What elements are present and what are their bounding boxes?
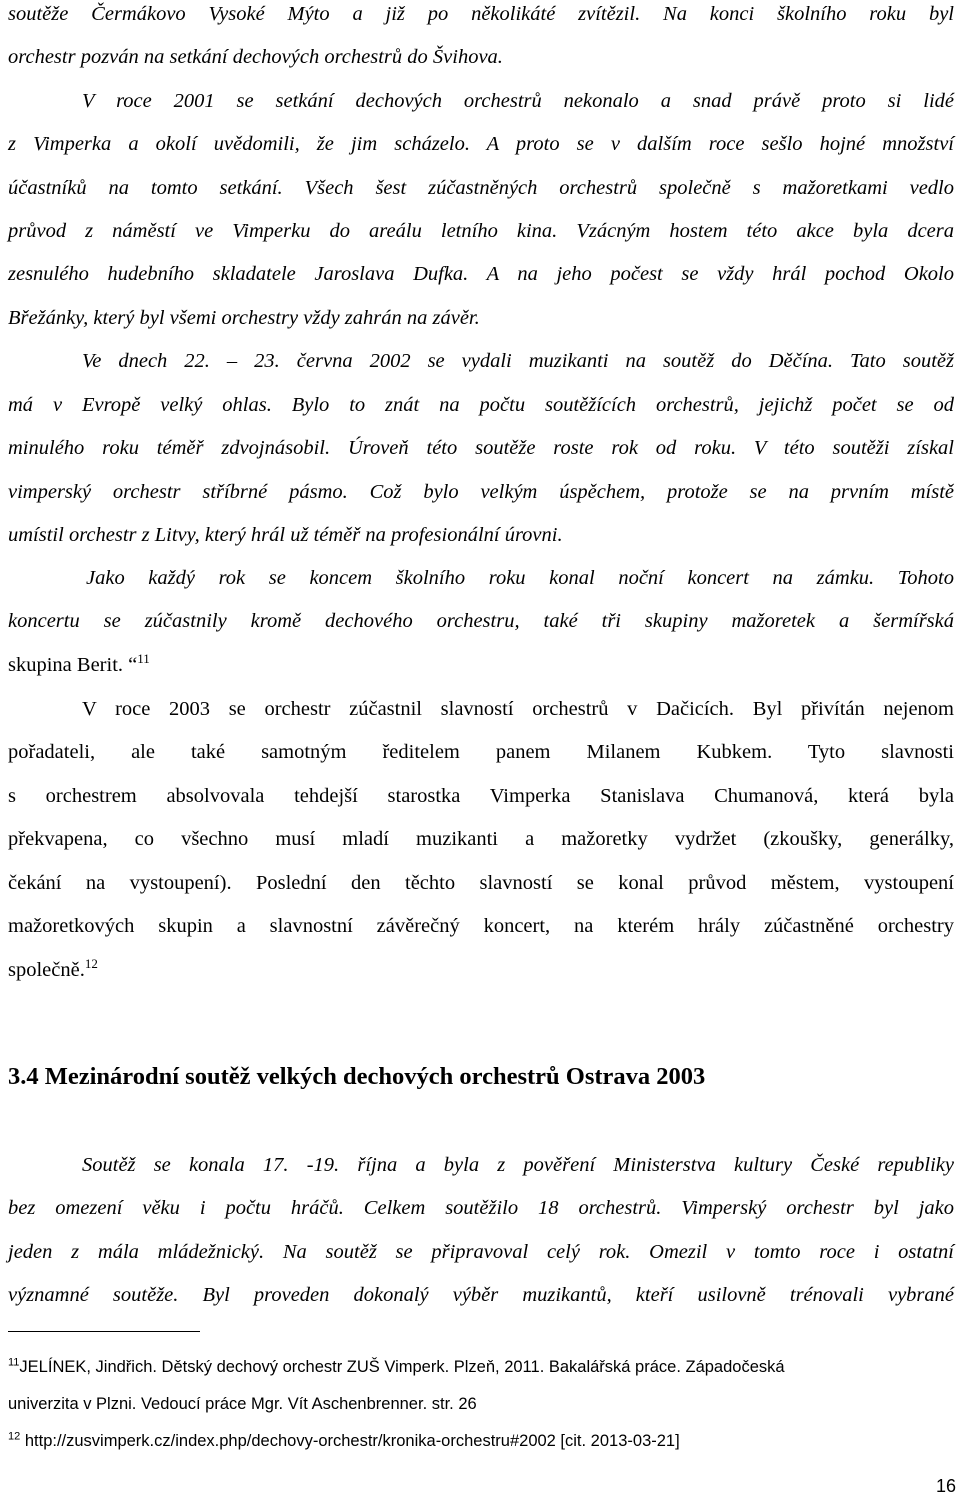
text-line: Ve dnech 22. – 23. června 2002 se vydali muzikanti na soutěž do Děčína. Tato soutěž: [82, 350, 954, 372]
footnote-ref: 11: [137, 651, 150, 667]
text-line: pořadateli, ale také samotným ředitelem panem Milanem Kubkem. Tyto slavnosti: [8, 741, 954, 763]
text-line: významné soutěže. Byl proveden dokonalý výběr muzikantů, kteří usilovně trénovali vybrané: [8, 1284, 954, 1306]
text-line: V roce 2001 se setkání dechových orchestrů nekonalo a snad právě proto si lidé: [82, 90, 954, 112]
text-line: Břežánky, který byl všemi orchestry vždy zahrán na závěr.: [8, 307, 480, 329]
footnote: [8, 1356, 954, 1378]
footnote-number: 12: [8, 1430, 21, 1443]
footnote-link[interactable]: http://zusvimperk.cz/index.php/dechovy-orchestr/kronika-orchestru#2002 [cit. 2013-03-21]: [24, 1432, 680, 1450]
text-line: soutěže Čermákovo Vysoké Mýto a již po několikáté zvítězil. Na konci školního roku byl: [8, 3, 954, 25]
text-line: s orchestrem absolvovala tehdejší starostka Vimperka Stanislava Chumanová, která byla: [8, 785, 954, 807]
text-line: účastníků na tomto setkání. Všech šest zúčastněných orchestrů společně s mažoretkami vedlo: [8, 177, 954, 199]
text-line: V roce 2003 se orchestr zúčastnil slavností orchestrů v Dačicích. Byl přivítán nejenom: [82, 698, 954, 720]
text-line: Jako každý rok se koncem školního roku konal noční koncert na zámku. Tohoto: [86, 567, 954, 589]
text-line: mažoretkových skupin a slavnostní závěrečný koncert, na kterém hrály zúčastněné orchestry: [8, 915, 954, 937]
text-line: bez omezení věku i počtu hráčů. Celkem soutěžilo 18 orchestrů. Vimperský orchestr byl jako: [8, 1197, 954, 1219]
text-line: orchestr pozván na setkání dechových orchestrů do Švihova.: [8, 46, 503, 68]
text-line: společně.$^{12}$: [8, 956, 98, 981]
footnote-number: 11: [8, 1356, 20, 1369]
text-line: Soutěž se konala 17. -19. října a byla z pověření Ministerstva kultury České republiky: [82, 1154, 954, 1176]
text-line: čekání na vystoupení). Poslední den těchto slavností se konal průvod městem, vystoupení: [8, 872, 954, 894]
section-heading: 3.4 Mezinárodní soutěž velkých dechových orchestrů Ostrava 2003: [8, 1063, 706, 1090]
footnote-ref: 12: [84, 956, 98, 972]
text-line: překvapena, co všechno musí mladí muzikanti a mažoretky vydržet (zkoušky, generálky,: [8, 828, 954, 850]
text-line: průvod z náměstí ve Vimperku do areálu letního kina. Vzácným hostem této akce byla dcera: [8, 220, 954, 242]
page-number: 16: [935, 1476, 956, 1496]
text-line: umístil orchestr z Litvy, který hrál už téměř na profesionální úrovni.: [8, 524, 563, 546]
footnote: [8, 1430, 954, 1452]
text-line: skupina Berit. “$^{11}$: [8, 651, 150, 676]
footnote-separator: [8, 1331, 200, 1332]
text-line: minulého roku téměř zdvojnásobil. Úroveň této soutěže roste rok od roku. V této soutěži získal: [8, 437, 954, 459]
footnote-continuation: univerzita v Plzni. Vedoucí práce Mgr. Vít Aschenbrenner. str. 26: [8, 1395, 477, 1413]
text-line: jeden z mála mládežnický. Na soutěž se připravoval celý rok. Omezil v tomto roce i ostatní: [8, 1241, 954, 1263]
text-line: vimperský orchestr stříbrné pásmo. Což bylo velkým úspěchem, protože se na prvním místě: [8, 481, 954, 503]
text-line: zesnulého hudebního skladatele Jaroslava Dufka. A na jeho počest se vždy hrál pochod Okolo: [8, 263, 954, 285]
footnote-text: JELÍNEK, Jindřich. Dětský dechový orchestr ZUŠ Vimperk. Plzeň, 2011. Bakalářská práce. Západočeská: [19, 1358, 785, 1376]
text-line: koncertu se zúčastnily kromě dechového orchestru, také tři skupiny mažoretek a šermířská: [8, 610, 954, 632]
text-line: má v Evropě velký ohlas. Bylo to znát na počtu soutěžících orchestrů, jejichž počet se od: [8, 394, 954, 416]
text-line: z Vimperka a okolí uvědomili, že jim scházelo. A proto se v dalším roce sešlo hojné množství: [8, 133, 954, 155]
